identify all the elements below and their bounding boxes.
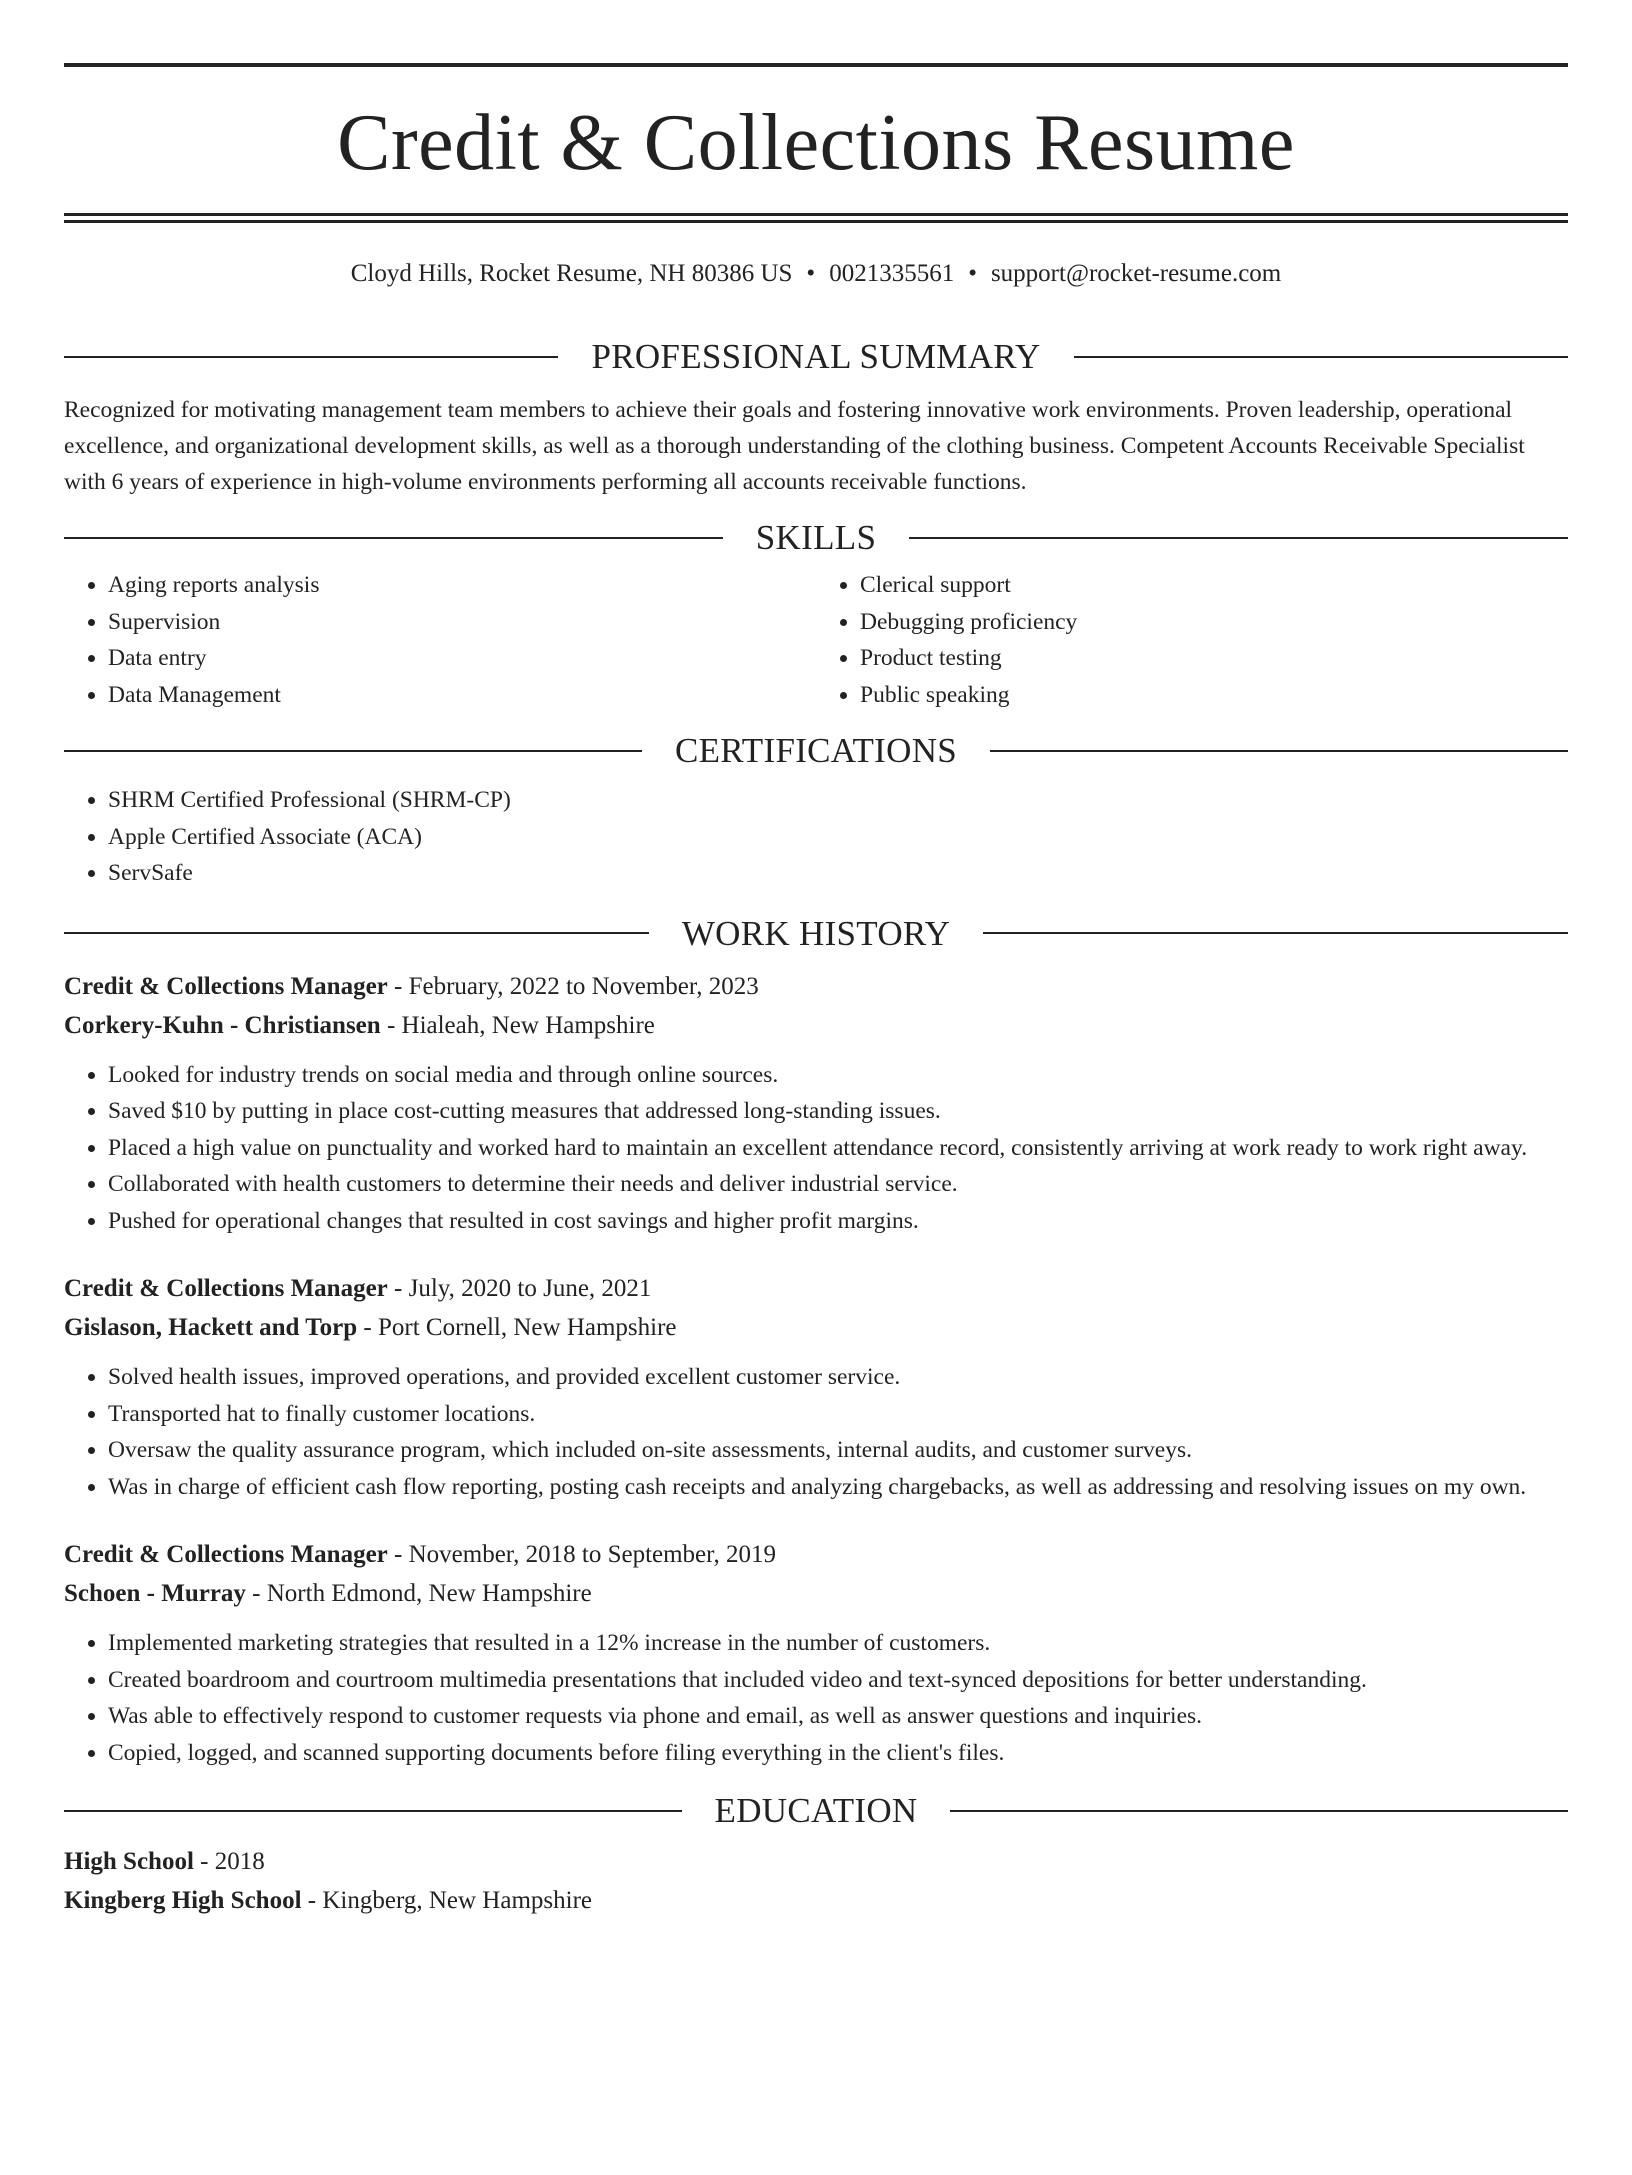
certification-item: • SHRM Certified Professional (SHRM-CP) [108, 782, 1568, 819]
education-heading [64, 1793, 1568, 1828]
summary-heading [64, 339, 1568, 374]
education-school-line [64, 1881, 1568, 1920]
skill-item: • Supervision [108, 604, 816, 641]
education-location: Kingberg, New Hampshire [322, 1887, 592, 1914]
job-dash: - [387, 1275, 409, 1302]
job-dates: July, 2020 to June, 2021 [408, 1275, 652, 1302]
skills-column-right [816, 567, 1568, 713]
certifications-heading [64, 733, 1568, 768]
job-entry [64, 967, 1568, 1240]
summary-text: Recognized for motivating management team members to achieve their goals and fostering innovative work environments. Proven leadership, operational excellence, and organizational development skills, as well as a thorough understanding of the clothing business. Competent Accounts Receivable Specialist with 6 years of experience in high-volume environments performing all accounts receivable functions. [64, 397, 1525, 495]
job-bullet: • Collaborated with health customers to determine their needs and deliver industrial service. [108, 1166, 1568, 1203]
skill-item: • Data entry [108, 640, 816, 677]
job-title-line [64, 1269, 1568, 1308]
job-bullet: • Created boardroom and courtroom multimedia presentations that included video and text-synced depositions for better understanding. [108, 1662, 1568, 1699]
certifications-heading-label: CERTIFICATIONS [674, 731, 958, 770]
job-company-line [64, 1574, 1568, 1613]
contact-email: support@rocket-resume.com [990, 260, 1282, 287]
skills-heading [64, 520, 1568, 555]
job-entry [64, 1269, 1568, 1505]
job-bullet: • Saved $10 by putting in place cost-cutting measures that addressed long-standing issues. [108, 1093, 1568, 1130]
job-bullets [64, 1359, 1568, 1505]
education-heading-label: EDUCATION [714, 1791, 918, 1830]
resume-page [0, 63, 1632, 2175]
title-double-rule [64, 213, 1568, 223]
contact-address: Cloyd Hills, Rocket Resume, NH 80386 US [350, 260, 793, 287]
skills-column-left [64, 567, 816, 713]
job-dash: - [387, 972, 409, 1000]
work-history-heading [64, 913, 1568, 953]
job-company: Schoen - Murray [64, 1580, 246, 1607]
education-degree-line [64, 1842, 1568, 1881]
job-company: Corkery-Kuhn - Christiansen [64, 1011, 381, 1039]
job-title-line [64, 1535, 1568, 1574]
job-dash: - [387, 1541, 409, 1568]
job-dash: - [357, 1314, 378, 1341]
certification-item: • Apple Certified Associate (ACA) [108, 819, 1568, 856]
skills-heading-label: SKILLS [755, 518, 877, 557]
job-title-line [64, 967, 1568, 1006]
contact-separator: • [968, 260, 977, 287]
job-bullet: • Solved health issues, improved operations, and provided excellent customer service. [108, 1359, 1568, 1396]
education-entry [64, 1842, 1568, 1920]
job-bullets [64, 1625, 1568, 1771]
skills-grid [64, 567, 1568, 713]
skill-item: • Clerical support [860, 567, 1568, 604]
job-bullet: • Oversaw the quality assurance program, which included on-site assessments, internal audits, and customer surveys. [108, 1432, 1568, 1469]
job-bullet: • Placed a high value on punctuality and worked hard to maintain an excellent attendance record, consistently arriving at work ready to work right away. [108, 1130, 1568, 1167]
job-dash: - [380, 1011, 402, 1039]
education-dash: - [193, 1848, 215, 1875]
education-degree: High School [64, 1848, 194, 1875]
education-year: 2018 [214, 1848, 265, 1875]
skill-item: • Debugging proficiency [860, 604, 1568, 641]
job-company-line [64, 1308, 1568, 1347]
job-bullet: • Was able to effectively respond to customer requests via phone and email, as well as answer questions and inquiries. [108, 1698, 1568, 1735]
skill-item: • Aging reports analysis [108, 567, 816, 604]
job-bullet: • Looked for industry trends on social media and through online sources. [108, 1057, 1568, 1094]
job-company: Gislason, Hackett and Torp [64, 1314, 358, 1341]
skill-item: • Product testing [860, 640, 1568, 677]
skills-list-right [816, 567, 1568, 713]
job-dates: February, 2022 to November, 2023 [408, 972, 759, 1000]
job-bullet: • Was in charge of efficient cash flow reporting, posting cash receipts and analyzing chargebacks, as well as addressing and resolving issues on my own. [108, 1469, 1568, 1506]
job-bullet: • Implemented marketing strategies that resulted in a 12% increase in the number of customers. [108, 1625, 1568, 1662]
document-title: Credit & Collections Resume [337, 99, 1295, 187]
skill-item: • Public speaking [860, 677, 1568, 714]
job-dash: - [245, 1580, 267, 1607]
job-company-line [64, 1006, 1568, 1045]
job-entry [64, 1535, 1568, 1771]
top-rule [64, 63, 1568, 67]
job-location: Port Cornell, New Hampshire [377, 1314, 677, 1341]
skills-list-left [64, 567, 816, 713]
certification-item: • ServSafe [108, 855, 1568, 892]
job-title: Credit & Collections Manager [64, 1541, 388, 1568]
job-bullet: • Copied, logged, and scanned supporting documents before filing everything in the client's files. [108, 1735, 1568, 1772]
work-history-heading-label: WORK HISTORY [681, 913, 951, 953]
job-location: North Edmond, New Hampshire [266, 1580, 592, 1607]
contact-line [64, 259, 1568, 289]
contact-separator: • [806, 260, 816, 287]
job-dates: November, 2018 to September, 2019 [408, 1541, 776, 1568]
job-bullet: • Pushed for operational changes that resulted in cost savings and higher profit margins. [108, 1203, 1568, 1240]
job-title: Credit & Collections Manager [64, 1275, 388, 1302]
education-dash: - [301, 1887, 323, 1914]
summary-heading-label: PROFESSIONAL SUMMARY [591, 337, 1041, 376]
job-bullets [64, 1057, 1568, 1240]
certifications-list [64, 782, 1568, 892]
skill-item: • Data Management [108, 677, 816, 714]
education-school: Kingberg High School [64, 1887, 302, 1914]
contact-phone: 0021335561 [829, 260, 955, 287]
job-location: Hialeah, New Hampshire [401, 1011, 655, 1039]
job-bullet: • Transported hat to finally customer locations. [108, 1396, 1568, 1433]
job-title: Credit & Collections Manager [64, 972, 388, 1000]
